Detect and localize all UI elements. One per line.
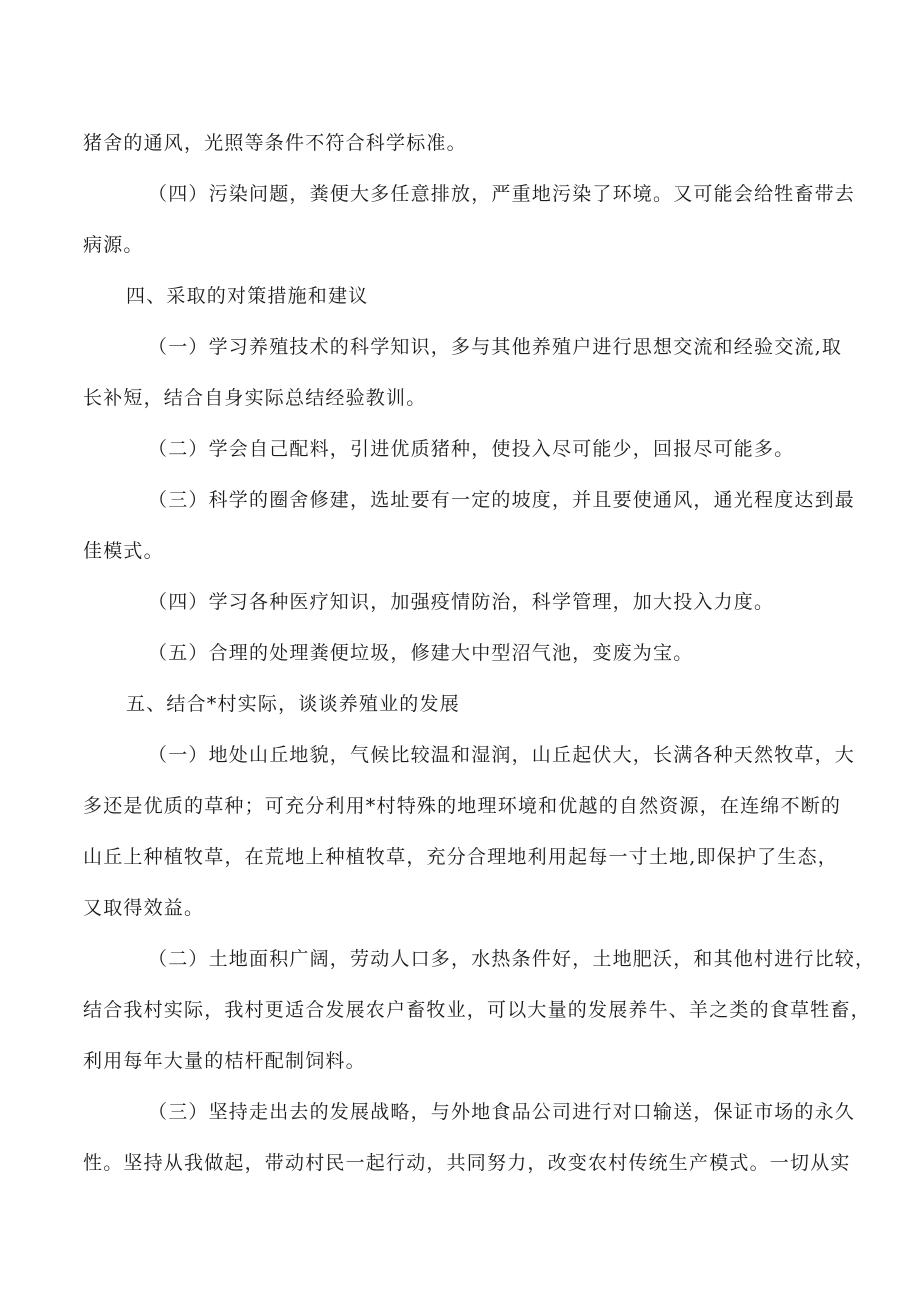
section-heading: 四、采取的对策措施和建议 <box>126 285 369 307</box>
paragraph-line: （四）学习各种医疗知识，加强疫情防治，科学管理，加大投入力度。 <box>148 591 775 613</box>
paragraph-line: 多还是优质的草种；可充分利用*村特殊的地理环境和优越的自然资源，在连绵不断的 <box>83 795 842 817</box>
paragraph-line: （三）坚持走出去的发展战略，与外地食品公司进行对口输送，保证市场的永久 <box>148 1101 856 1123</box>
paragraph-line: （三）科学的圈舍修建，选址要有一定的坡度，并且要使通风，通光程度达到最 <box>148 489 856 511</box>
paragraph-line: 病源。 <box>83 234 144 256</box>
section-heading: 五、结合*村实际，谈谈养殖业的发展 <box>126 693 460 715</box>
paragraph-line: 又取得效益。 <box>83 897 205 919</box>
paragraph-line: 山丘上种植牧草，在荒地上种植牧草，充分合理地利用起每一寸土地,即保护了生态， <box>83 846 838 868</box>
paragraph-line: 性。坚持从我做起，带动村民一起行动，共同努力，改变农村传统生产模式。一切从实 <box>83 1152 851 1174</box>
paragraph-line: 猪舍的通风，光照等条件不符合科学标准。 <box>83 132 467 154</box>
paragraph-line: 长补短，结合自身实际总结经验教训。 <box>83 387 427 409</box>
paragraph-line: （一）地处山丘地貌，气候比较温和湿润，山丘起伏大，长满各种天然牧草，大 <box>148 744 856 766</box>
paragraph-line: （二）土地面积广阔，劳动人口多，水热条件好，土地肥沃，和其他村进行比较， <box>148 948 876 970</box>
paragraph-line: 佳模式。 <box>83 540 164 562</box>
paragraph-line: （五）合理的处理粪便垃圾，修建大中型沼气池，变废为宝。 <box>148 642 694 664</box>
paragraph-line: （一）学习养殖技术的科学知识，多与其他养殖户进行思想交流和经验交流,取 <box>148 336 843 358</box>
paragraph-line: （二）学会自己配料，引进优质猪种，使投入尽可能少，回报尽可能多。 <box>148 438 795 460</box>
paragraph-line: （四）污染问题，粪便大多任意排放，严重地污染了环境。又可能会给牲畜带去 <box>148 183 856 205</box>
paragraph-line: 结合我村实际，我村更适合发展农户畜牧业，可以大量的发展养牛、羊之类的食草牲畜， <box>83 999 871 1021</box>
paragraph-line: 利用每年大量的桔杆配制饲料。 <box>83 1050 366 1072</box>
